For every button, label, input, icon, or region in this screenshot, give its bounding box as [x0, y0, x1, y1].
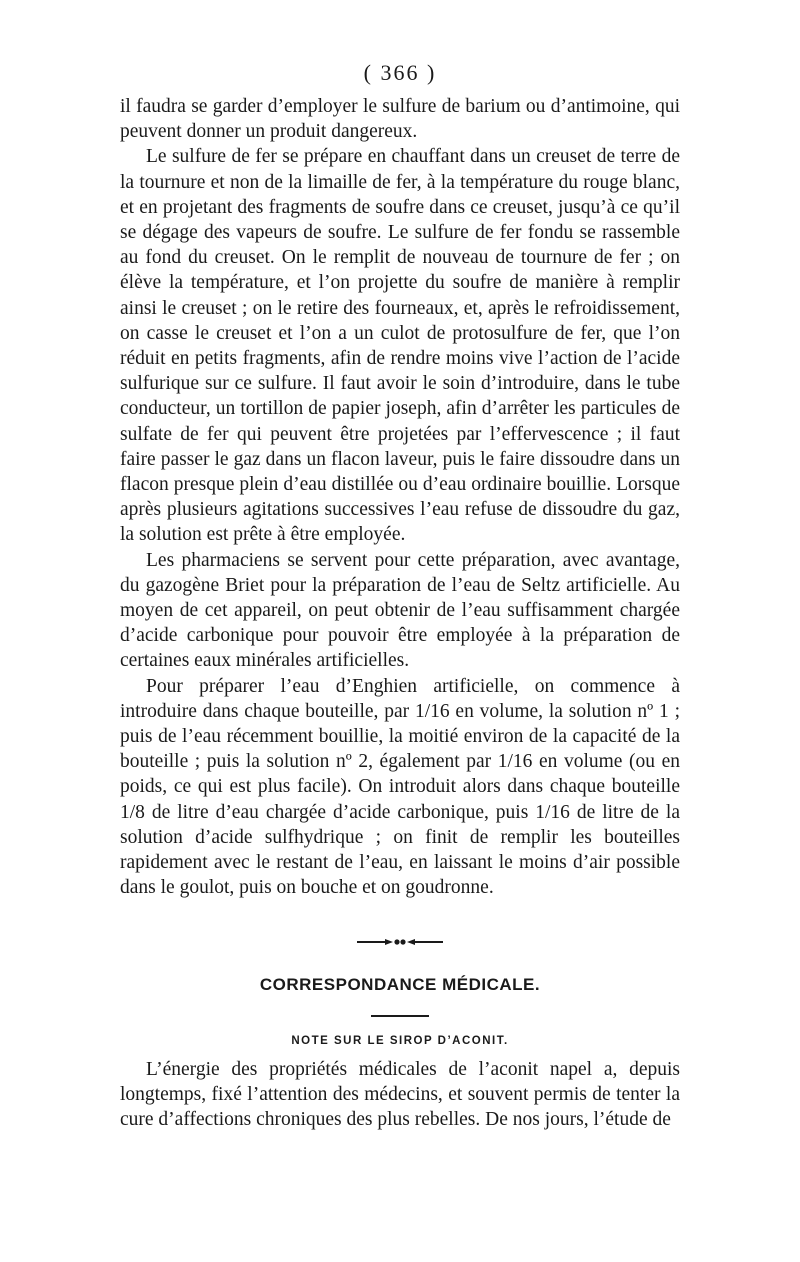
paragraph-aconit: L’énergie des propriétés médicales de l’aconit napel a, depuis longtemps, fixé l’attention des médecins, et souvent permis de tenter la cure d’affections chroniques des plus rebelles. De nos jours, l’étude de — [120, 1058, 680, 1130]
paragraph-gazogene: Les pharmaciens se servent pour cette préparation, avec avantage, du gazogène Briet pour la préparation de l’eau de Seltz artificielle. Au moyen de cet appareil, on peut obtenir de l’eau suffisamment chargée d’acide carbonique pour pouvoir être employée à la préparation de certaines eaux minérales artificielles. — [120, 549, 680, 672]
book-page — [120, 60, 680, 1132]
paragraph-continuation: il faudra se garder d’employer le sulfure de barium ou d’antimoine, qui peuvent donner un produit dangereux. — [120, 96, 680, 143]
section-title: CORRESPONDANCE MÉDICALE. — [259, 974, 541, 994]
paragraph-eau-enghien: Pour préparer l’eau d’Enghien artificielle, on commence à introduire dans chaque bouteille, par 1/16 en volume, la solution nº 1 ; puis de l’eau récemment bouillie, la moitié environ de la capacité de la bouteille ; puis la solution nº 2, également par 1/16 en volume (ou en poids, ce qui est plus facile). On introduit alors dans chaque bouteille 1/8 de litre d’eau chargée d’acide carbonique, puis 1/16 de litre de la solution d’acide sulfhydrique ; on finit de remplir les bouteilles rapidement avec le restant de l’eau, en laissant le moins d’air possible dans le goulot, puis on bouche et on goudronne. — [120, 675, 680, 899]
title-rule — [371, 1015, 429, 1017]
ornament-divider — [355, 937, 445, 947]
note-title: NOTE SUR LE SIROP D’ACONIT. — [291, 1034, 509, 1047]
page-number: ( 366 ) — [363, 60, 437, 85]
paragraph-sulfure-de-fer: Le sulfure de fer se prépare en chauffant dans un creuset de terre de la tournure et non de la limaille de fer, à la température du rouge blanc, et en projetant des fragments de soufre dans ce creuset, jusqu’à ce qu’il se dégage des vapeurs de soufre. Le sulfure de fer fondu se rassemble au fond du creuset. On le remplit de nouveau de tournure de fer ; on élève la température, et l’on projette du soufre de manière à remplir ainsi le creuset ; on le retire des fourneaux, et, après le refroidissement, on casse le creuset et l’on a un culot de protosulfure de fer, que l’on réduit en petits fragments, afin de rendre moins vive l’action de l’acide sulfurique sur ce sulfure. Il faut avoir le soin d’introduire, dans le tube conducteur, un tortillon de papier joseph, afin d’arrêter les particules de sulfate de fer qui peuvent être projetées par l’effervescence ; il faut faire passer le gaz dans un flacon laveur, puis le faire dissoudre dans un flacon presque plein d’eau distillée ou d’eau ordinaire bouillie. Lorsque après plusieurs agitations successives l’eau refuse de dissoudre du gaz, la solution est prête à être employée. — [120, 146, 680, 546]
